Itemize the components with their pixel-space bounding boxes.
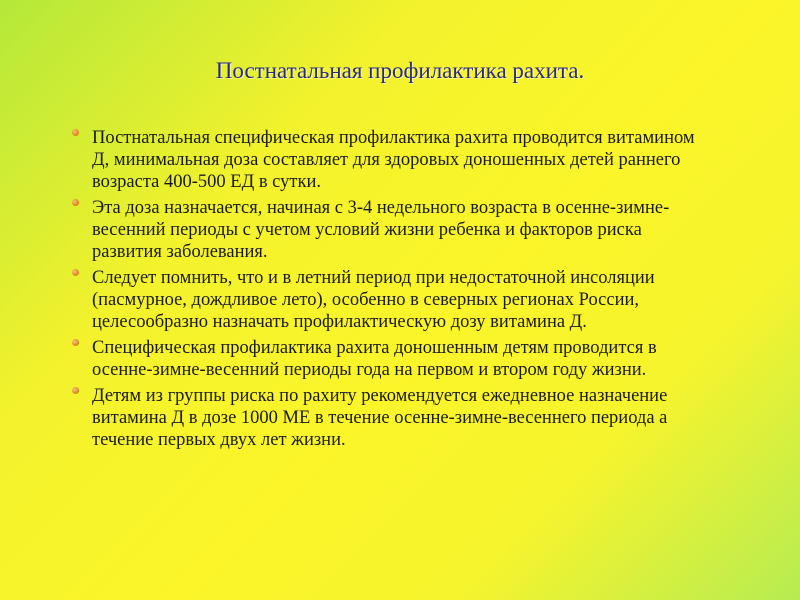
bullet-dot-icon xyxy=(72,199,79,206)
bullet-text: Эта доза назначается, начиная с 3-4 недельного возраста в осенне-зимне-весенний периоды с учетом условий жизни ребенка и факторов риска развития заболевания. xyxy=(92,198,670,262)
bullet-dot-icon xyxy=(72,129,79,136)
bullet-dot-icon xyxy=(72,339,79,346)
bullet-item xyxy=(72,127,712,193)
bullet-text: Детям из группы риска по рахиту рекомендуется ежедневное назначение витамина Д в дозе 1000 МЕ в течение осенне-зимне-весеннего периода а течение первых двух лет жизни. xyxy=(92,386,668,450)
bullet-dot-icon xyxy=(72,269,79,276)
bullet-text: Постнатальная специфическая профилактика рахита проводится витамином Д, минимальная доза составляет для здоровых доношенных детей раннего возраста 400-500 ЕД в сутки. xyxy=(92,128,695,192)
bullet-text: Следует помнить, что и в летний период при недостаточной инсоляции (пасмурное, дождливое лето), особенно в северных регионах России, целесообразно назначать профилактическую дозу витамина Д. xyxy=(92,268,655,332)
slide-title: Постнатальная профилактика рахита. xyxy=(215,58,585,83)
bullet-dot-icon xyxy=(72,387,79,394)
bullet-text: Специфическая профилактика рахита доношенным детям проводится в осенне-зимне-весенний периоды года на первом и втором году жизни. xyxy=(92,338,657,380)
bullet-item xyxy=(72,267,712,333)
bullet-item xyxy=(72,197,712,263)
bullet-item xyxy=(72,385,712,451)
bullet-item xyxy=(72,337,712,381)
bullet-list xyxy=(72,127,712,455)
